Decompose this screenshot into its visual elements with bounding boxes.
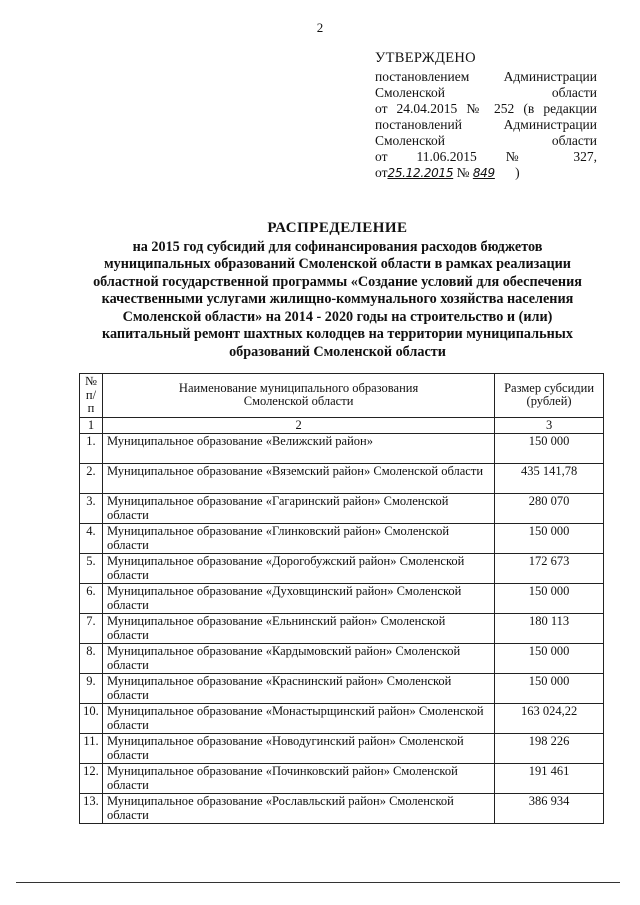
header-name-line-2: Смоленской области (243, 394, 354, 409)
approval-line-5-right: области (551, 133, 597, 148)
row-number: 11. (80, 734, 103, 764)
approval-line-6-no: № (505, 149, 545, 164)
row-number: 1. (80, 434, 103, 464)
heading-line: муниципальных образований Смоленской области в рамках реализации (103, 256, 571, 272)
table-row (80, 764, 604, 794)
approval-line-7-suffix: ) (515, 165, 520, 180)
municipality-name: Муниципальное образование «Ельнинский район» Смоленской области (102, 614, 494, 644)
subsidy-amount: 150 000 (495, 674, 604, 704)
subsidy-amount: 198 226 (495, 734, 604, 764)
row-number: 5. (80, 554, 103, 584)
table-row (80, 704, 604, 734)
page-number: 2 (316, 20, 324, 35)
header-name-line-1: Наименование муниципального образования (178, 380, 419, 395)
row-number: 10. (80, 704, 103, 734)
municipality-name: Муниципальное образование «Кардымовский район» Смоленской области (102, 644, 494, 674)
municipality-name: Муниципальное образование «Монастырщинский район» Смоленской области (102, 704, 494, 734)
subsidy-amount: 435 141,78 (495, 464, 604, 494)
municipality-name: Муниципальное образование «Гагаринский район» Смоленской области (102, 494, 494, 524)
municipality-name: Муниципальное образование «Новодугинский район» Смоленской области (102, 734, 494, 764)
table-row (80, 494, 604, 524)
row-number: 12. (80, 764, 103, 794)
row-number: 9. (80, 674, 103, 704)
approval-line-2-left: Смоленской (375, 85, 445, 100)
approval-block (375, 50, 597, 181)
municipality-name: Муниципальное образование «Вяземский район» Смоленской области (102, 464, 494, 494)
column-index: 3 (495, 417, 604, 434)
municipality-name: Муниципальное образование «Починковский район» Смоленской области (102, 764, 494, 794)
municipality-name: Муниципальное образование «Духовщинский район» Смоленской области (102, 584, 494, 614)
approval-line-6-num: 327, (573, 149, 597, 164)
table-row (80, 794, 604, 824)
row-number: 2. (80, 464, 103, 494)
heading-line: капитальный ремонт шахтных колодцев на территории муниципальных (102, 326, 573, 342)
row-number: 6. (80, 584, 103, 614)
heading-line: Смоленской области» на 2014 - 2020 годы на строительство и (или) (122, 308, 553, 325)
column-index: 1 (80, 417, 103, 434)
approval-line-3: от 24.04.2015 № 252 (в редакции (375, 101, 597, 116)
header-num-line-1: № (85, 374, 97, 388)
subsidy-amount: 150 000 (495, 434, 604, 464)
approval-line-6 (375, 149, 597, 165)
column-index-row (80, 417, 604, 434)
table-header-row (80, 374, 604, 418)
heading-line: на 2015 год субсидий для софинансирования расходов бюджетов (132, 238, 543, 255)
document-heading (60, 220, 615, 361)
header-amount (495, 374, 604, 418)
subsidy-amount: 386 934 (495, 794, 604, 824)
municipality-name: Муниципальное образование «Дорогобужский район» Смоленской области (102, 554, 494, 584)
municipality-name: Муниципальное образование «Краснинский район» Смоленской области (102, 674, 494, 704)
approval-line-4: постановлений Администрации (375, 117, 597, 132)
table-row (80, 524, 604, 554)
heading-line: образований Смоленской области (229, 343, 446, 360)
approval-line-2-right: области (551, 85, 597, 100)
table-row (80, 644, 604, 674)
subsidy-table (79, 373, 604, 824)
approval-line-7 (375, 165, 597, 181)
row-number: 13. (80, 794, 103, 824)
heading-line: качественными услугами жилищно-коммунального хозяйства населения (101, 291, 574, 307)
heading-title: РАСПРЕДЕЛЕНИЕ (267, 220, 408, 236)
header-name (102, 374, 494, 418)
table-row (80, 464, 604, 494)
municipality-name: Муниципальное образование «Рославльский район» Смоленской области (102, 794, 494, 824)
header-num (80, 374, 103, 418)
municipality-name: Муниципальное образование «Велижский район» (102, 434, 494, 464)
approval-line-2 (375, 85, 597, 101)
subsidy-amount: 280 070 (495, 494, 604, 524)
handwritten-number: 849 (472, 166, 495, 180)
approval-line-7-no: № (456, 165, 470, 180)
handwritten-date: 25.12.2015 (387, 166, 454, 180)
header-amount-line-2: (рублей) (526, 394, 572, 409)
table-row (80, 554, 604, 584)
table-row (80, 734, 604, 764)
approval-title: УТВЕРЖДЕНО (375, 50, 476, 66)
subsidy-amount: 150 000 (495, 584, 604, 614)
row-number: 8. (80, 644, 103, 674)
row-number: 4. (80, 524, 103, 554)
table-row (80, 614, 604, 644)
subsidy-amount: 150 000 (495, 644, 604, 674)
table-row (80, 674, 604, 704)
approval-line-6-date: от 11.06.2015 (375, 149, 477, 164)
footer-divider (16, 882, 620, 883)
subsidy-amount: 180 113 (495, 614, 604, 644)
column-index: 2 (102, 417, 494, 434)
heading-line: областной государственной программы «Создание условий для обеспечения (93, 273, 582, 290)
table-row (80, 584, 604, 614)
header-amount-line-1: Размер субсидии (504, 380, 595, 395)
subsidy-amount: 191 461 (495, 764, 604, 794)
approval-line-1: постановлением Администрации (375, 69, 597, 84)
approval-line-5-left: Смоленской (375, 133, 445, 148)
subsidy-amount: 172 673 (495, 554, 604, 584)
approval-line-7-prefix: от (375, 165, 388, 180)
subsidy-amount: 150 000 (495, 524, 604, 554)
approval-line-5 (375, 133, 597, 149)
row-number: 3. (80, 494, 103, 524)
table-row (80, 434, 604, 464)
header-num-line-2: п/п (85, 387, 97, 415)
row-number: 7. (80, 614, 103, 644)
municipality-name: Муниципальное образование «Глинковский район» Смоленской области (102, 524, 494, 554)
subsidy-amount: 163 024,22 (495, 704, 604, 734)
